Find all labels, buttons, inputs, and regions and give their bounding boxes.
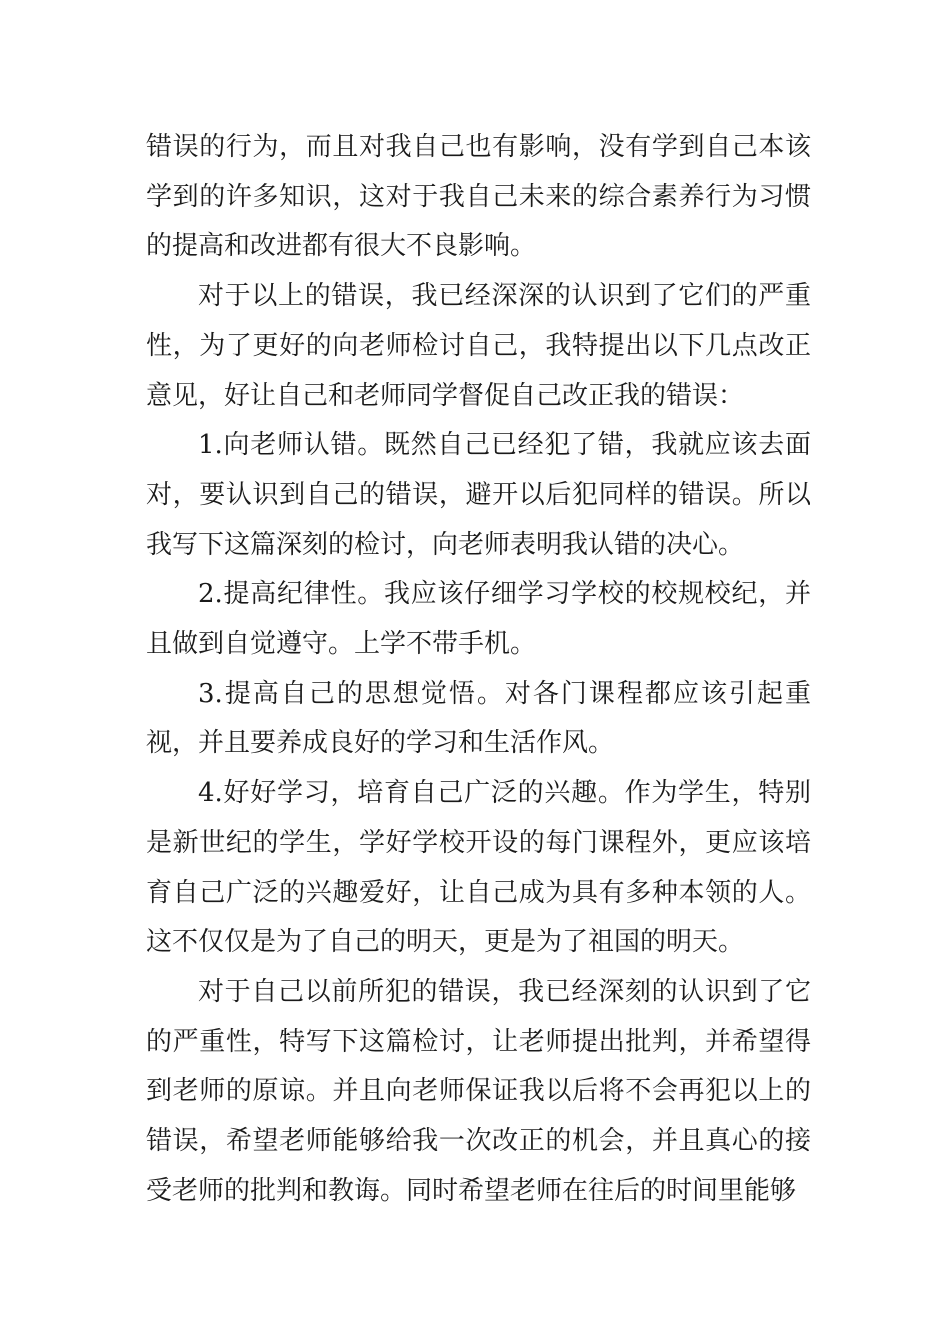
- paragraph-point-4: 4.好好学习，培育自己广泛的兴趣。作为学生，特别是新世纪的学生，学好学校开设的每门课程外，更应该培育自己广泛的兴趣爱好，让自己成为具有多种本领的人。这不仅仅是为了自己的明天，更是为了祖国的明天。: [146, 778, 811, 958]
- paragraph-point-3: 3.提高自己的思想觉悟。对各门课程都应该引起重视，并且要养成良好的学习和生活作风。: [146, 678, 811, 759]
- paragraph-conclusion: 对于自己以前所犯的错误，我已经深刻的认识到了它的严重性，特写下这篇检讨，让老师提出批判，并希望得到老师的原谅。并且向老师保证我以后将不会再犯以上的错误，希望老师能够给我一次改正的机会，并且真心的接受老师的批判和教诲。同时希望老师在往后的时间里能够: [146, 976, 811, 1206]
- paragraph-point-1: 1.向老师认错。既然自己已经犯了错，我就应该去面对，要认识到自己的错误，避开以后犯同样的错误。所以我写下这篇深刻的检讨，向老师表明我认错的决心。: [146, 430, 811, 560]
- document-body: [146, 123, 811, 1216]
- paragraph-continuation: 错误的行为，而且对我自己也有影响，没有学到自己本该学到的许多知识，这对于我自己未来的综合素养行为习惯的提高和改进都有很大不良影响。: [146, 132, 811, 262]
- paragraph-acknowledgement: 对于以上的错误，我已经深深的认识到了它们的严重性，为了更好的向老师检讨自己，我特提出以下几点改正意见，好让自己和老师同学督促自己改正我的错误：: [146, 281, 811, 411]
- paragraph-point-2: 2.提高纪律性。我应该仔细学习学校的校规校纪，并且做到自觉遵守。上学不带手机。: [146, 579, 811, 660]
